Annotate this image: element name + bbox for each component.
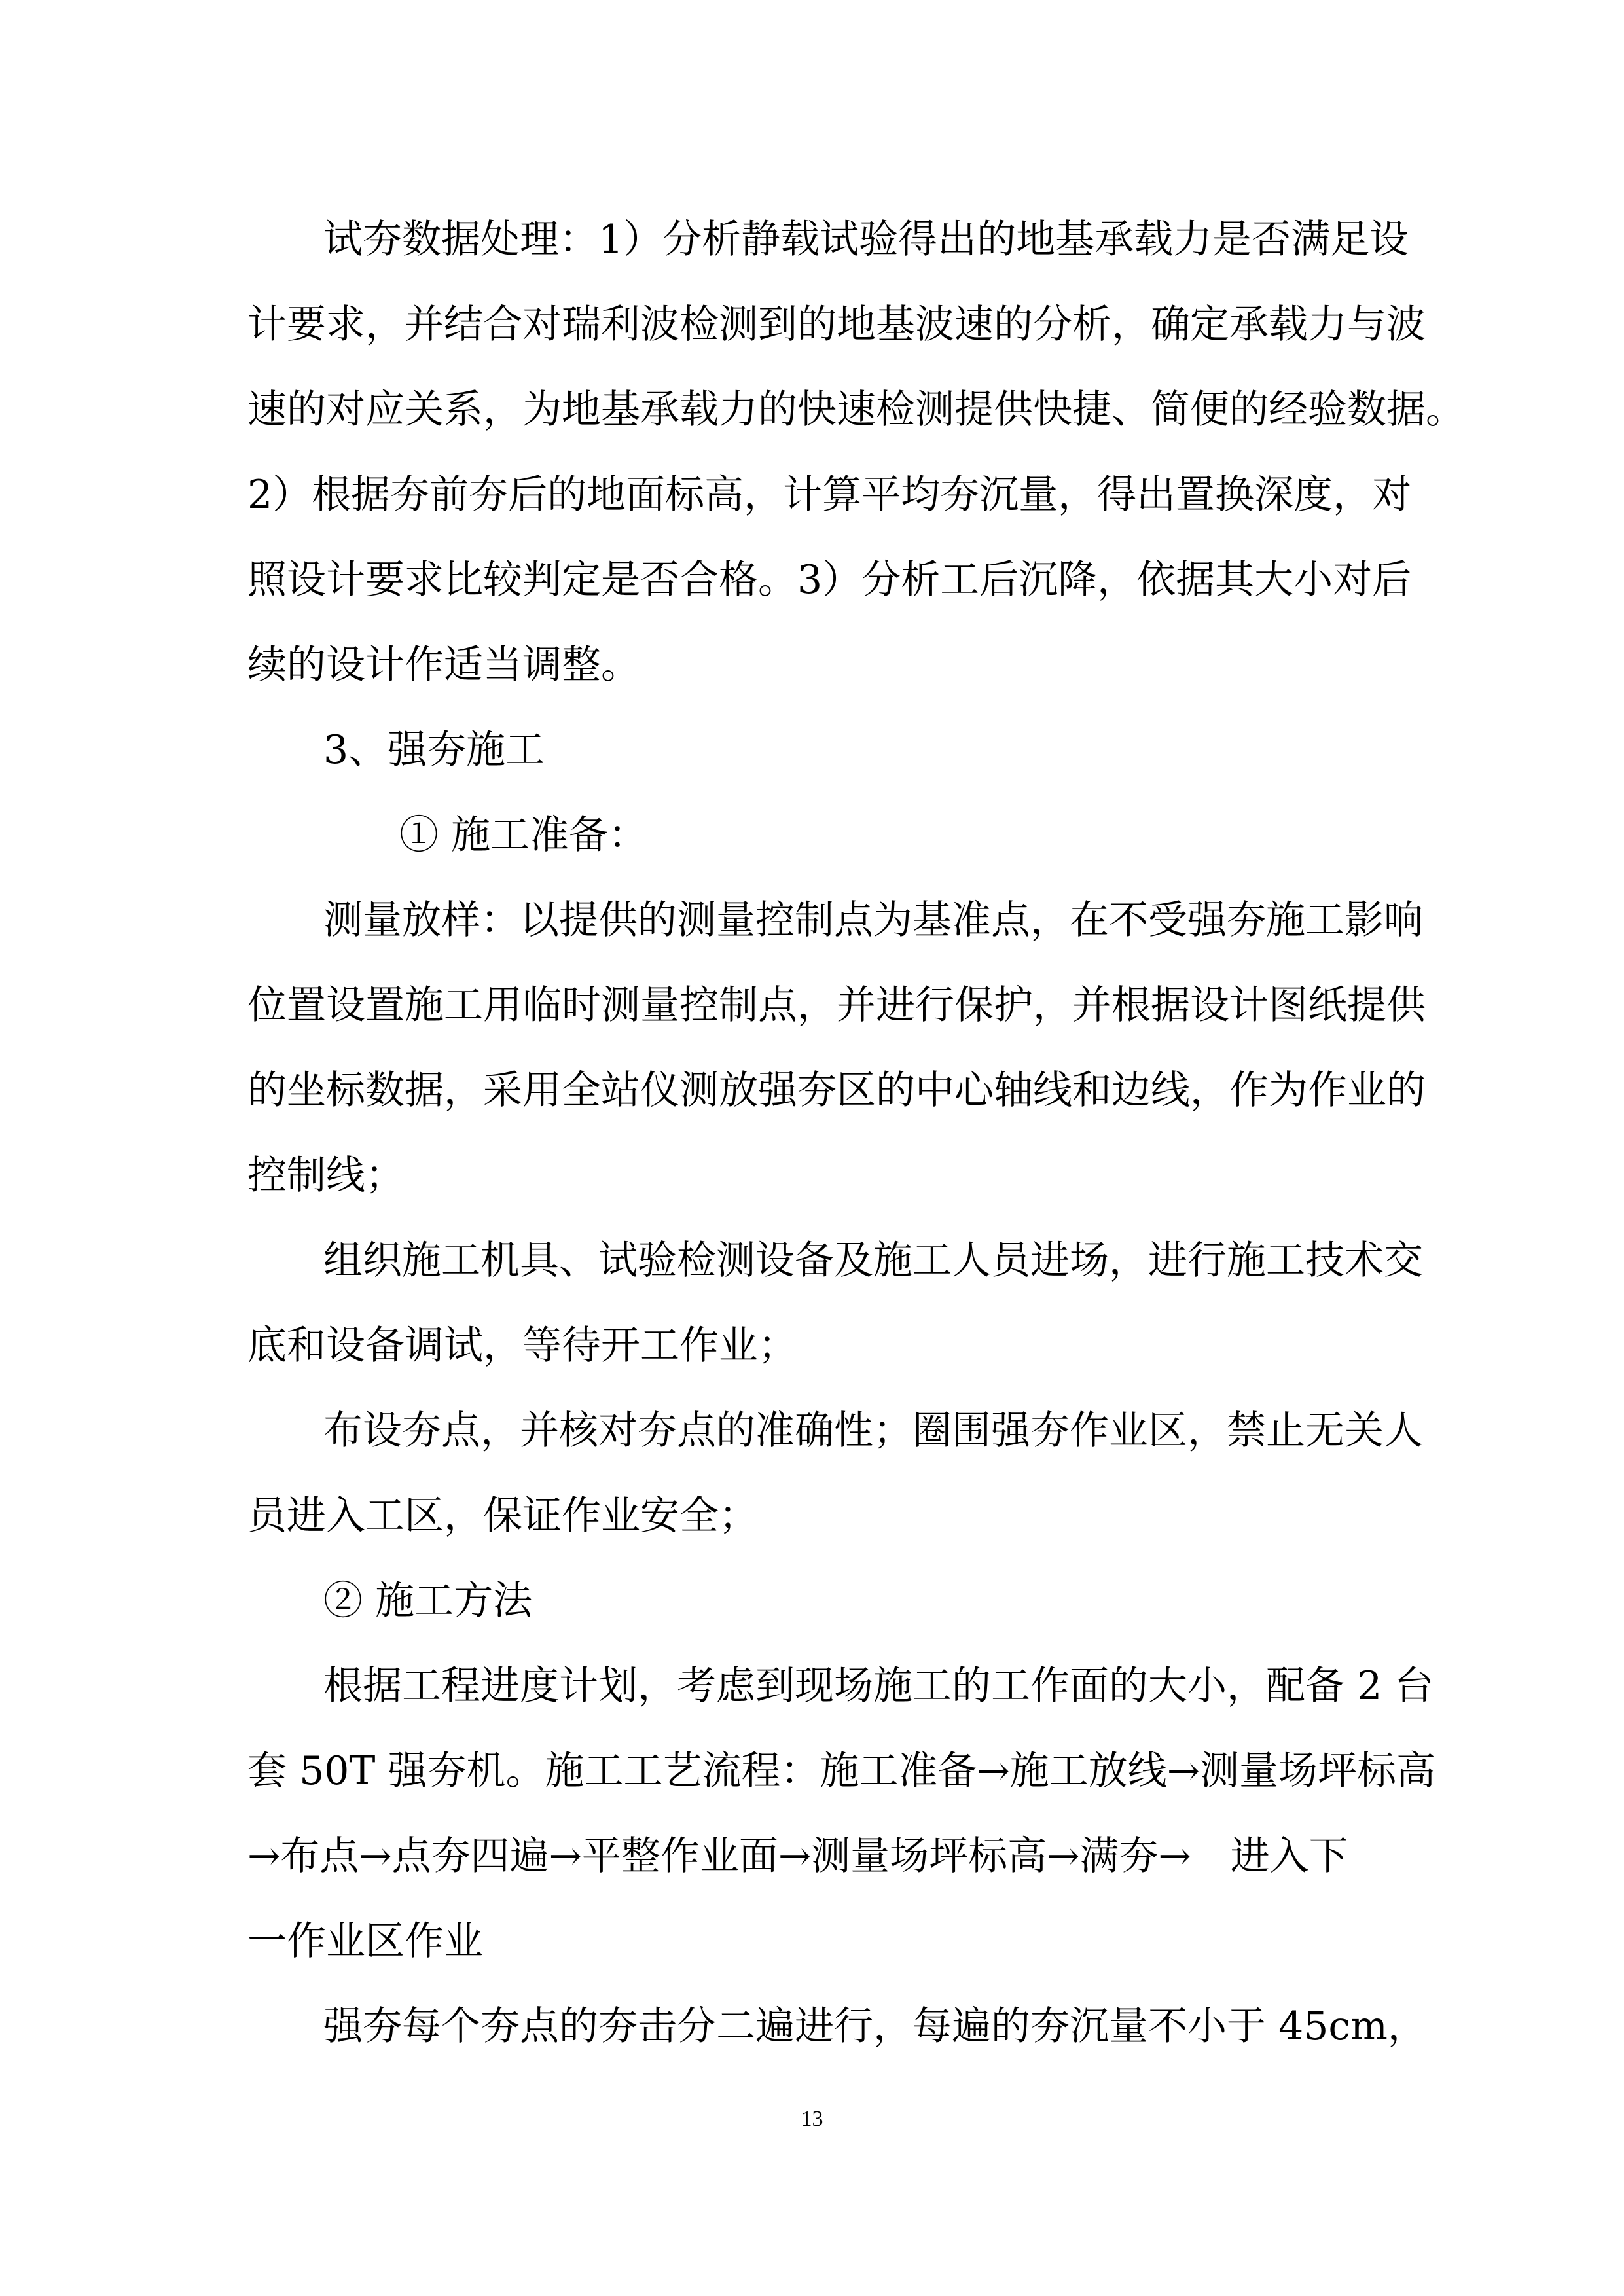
text-line: 位置设置施工用临时测量控制点，并进行保护，并根据设计图纸提供: [247, 982, 1426, 1028]
text-line: 根据工程进度计划，考虑到现场施工的工作面的大小，配备 2 台: [323, 1663, 1434, 1709]
text-line: 速的对应关系，为地基承载力的快速检测提供快捷、简便的经验数据。: [247, 387, 1465, 433]
text-line: 底和设备调试，等待开工作业；: [247, 1323, 797, 1369]
text-line: 套 50T 强夯机。施工工艺流程：施工准备→施工放线→测量场坪标高: [247, 1748, 1436, 1794]
text-line: 强夯每个夯点的夯击分二遍进行，每遍的夯沉量不小于 45cm，: [323, 2003, 1427, 2049]
text-line: 控制线；: [247, 1153, 405, 1198]
text-line: 试夯数据处理：1）分析静载试验得出的地基承载力是否满足设: [323, 217, 1409, 262]
page-number: 13: [801, 2107, 823, 2131]
text-line: 照设计要求比较判定是否合格。3）分析工后沉降，依据其大小对后: [247, 557, 1412, 603]
text-line: 续的设计作适当调整。: [247, 642, 640, 688]
text-line: →布点→点夯四遍→平整作业面→测量场坪标高→满夯→ 进入下: [247, 1833, 1348, 1879]
text-line: 员进入工区，保证作业安全；: [247, 1493, 758, 1539]
text-line: 测量放样：以提供的测量控制点为基准点，在不受强夯施工影响: [323, 897, 1423, 943]
text-line: 的坐标数据，采用全站仪测放强夯区的中心轴线和边线，作为作业的: [247, 1067, 1426, 1113]
text-line: 布设夯点，并核对夯点的准确性；圈围强夯作业区，禁止无关人: [323, 1408, 1423, 1454]
subsection-heading: ② 施工方法: [323, 1578, 533, 1624]
text-line: 组织施工机具、试验检测设备及施工人员进场，进行施工技术交: [323, 1238, 1423, 1283]
section-heading: 3、强夯施工: [323, 727, 545, 773]
text-line: 2）根据夯前夯后的地面标高，计算平均夯沉量，得出置换深度，对: [247, 472, 1412, 518]
text-line: 一作业区作业: [247, 1918, 483, 1964]
subsection-heading: ① 施工准备：: [399, 812, 648, 858]
text-line: 计要求，并结合对瑞利波检测到的地基波速的分析，确定承载力与波: [247, 302, 1426, 348]
